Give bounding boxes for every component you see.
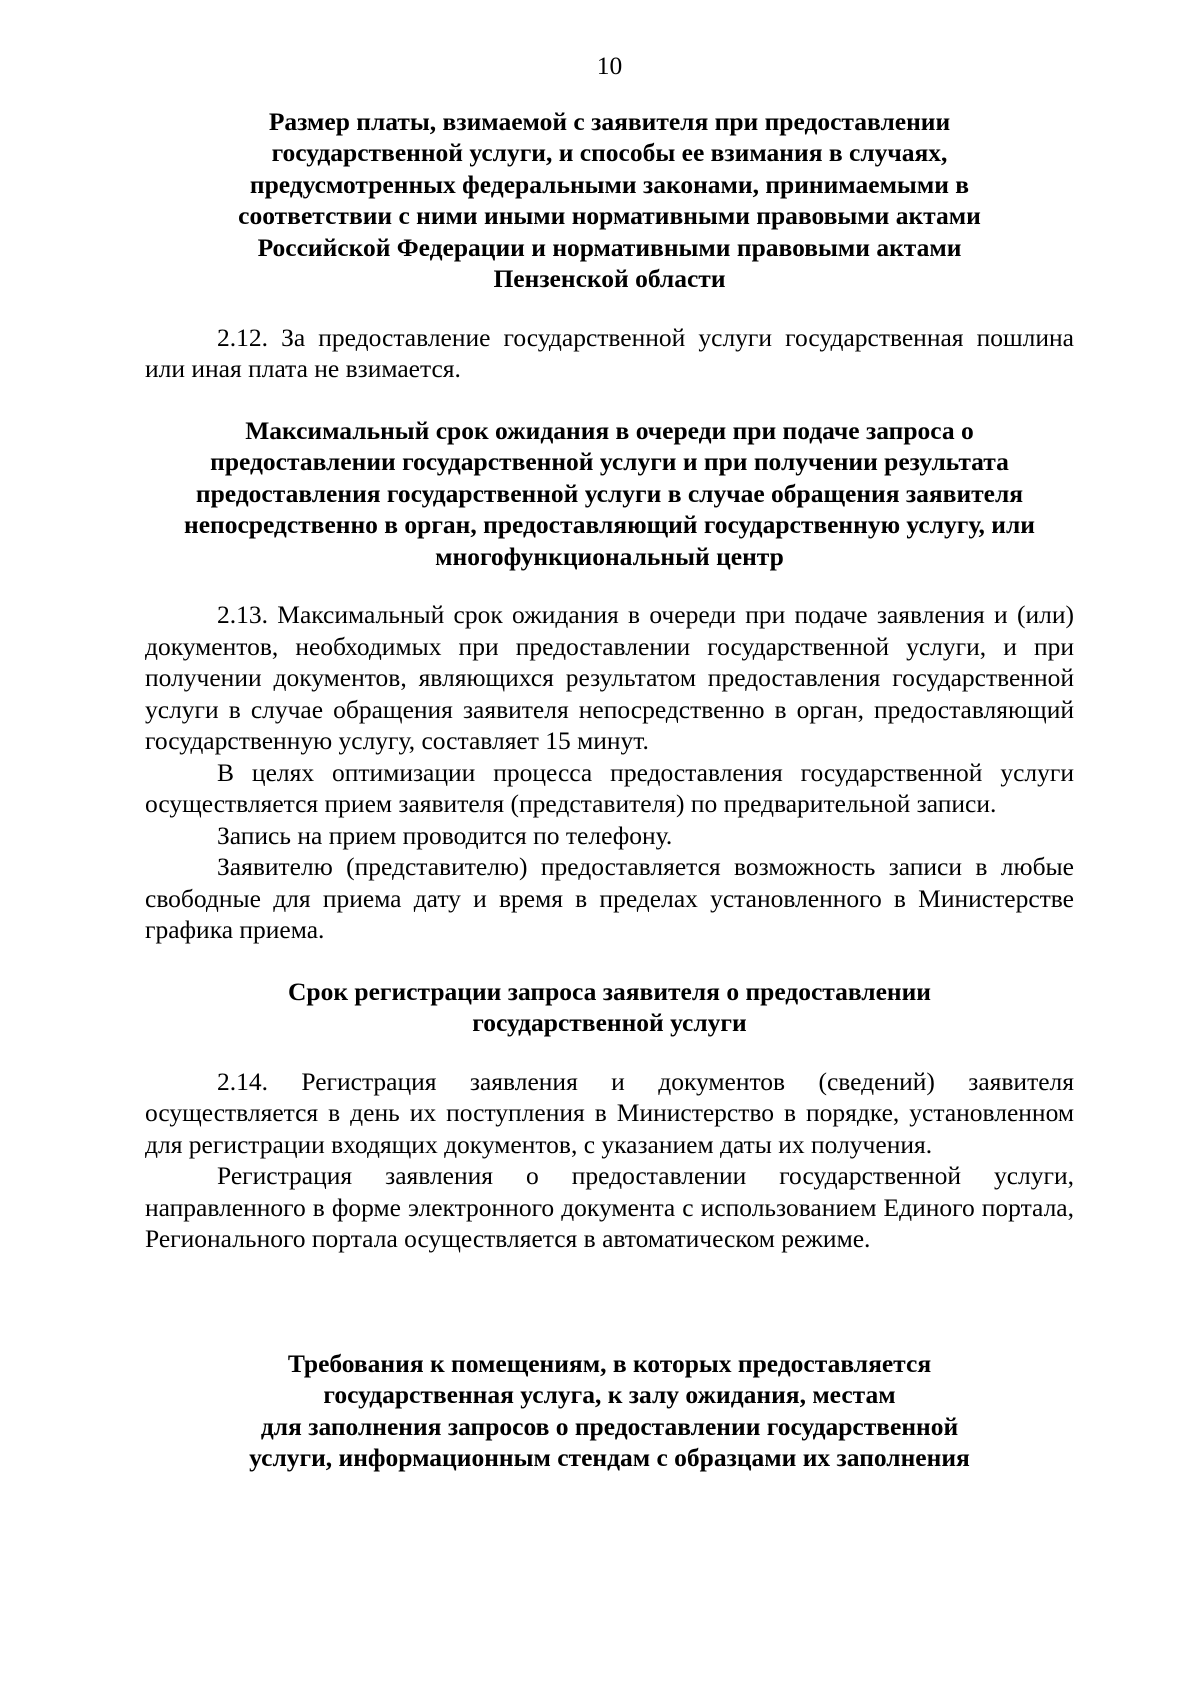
heading-line: предоставления государственной услуги в случае обращения заявителя [195, 478, 1024, 508]
paragraph-2-14: 2.14. Регистрация заявления и документов (сведений) заявителя осуществляется в день их поступления в Министерство в порядке, установленном для регистрации входящих документов, с указанием даты их получения. [145, 1066, 1074, 1159]
heading-line: непосредственно в орган, предоставляющий государственную услугу, или [184, 510, 1035, 539]
heading-line: государственная услуга, к залу ожидания, местам [323, 1380, 896, 1409]
heading-line: для заполнения запросов о предоставлении государственной [260, 1411, 959, 1441]
heading-line: Максимальный срок ожидания в очереди при подаче запроса о [245, 415, 974, 445]
paragraph-2-13: 2.13. Максимальный срок ожидания в очереди при подаче заявления и (или) документов, необходимых при предоставлении государственной услуги, и при получении документов, являющихся результатом предоставления государственной услуги в случае обращения заявителя непосредственно в орган, предоставляющий государственную услугу, составляет 15 минут. [145, 600, 1074, 755]
section-heading-queue [145, 415, 1074, 573]
paragraph: Заявителю (представителю) предоставляется возможность записи в любые свободные для приема дату и время в пределах установленного в Министерстве графика приема. [145, 852, 1074, 944]
paragraph: Регистрация заявления о предоставлении государственной услуги, направленного в форме электронного документа с использованием Единого портала, Регионального портала осуществляется в автоматическом режиме. [145, 1161, 1074, 1253]
page-number: 10 [596, 51, 623, 80]
heading-line: Размер платы, взимаемой с заявителя при предоставлении [268, 106, 951, 136]
section-heading-fee [145, 106, 1074, 295]
heading-line: Российской Федерации и нормативными правовыми актами [257, 232, 962, 262]
section-heading-premises [145, 1348, 1074, 1474]
heading-line: предусмотренных федеральными законами, принимаемыми в [249, 169, 970, 199]
heading-line: государственной услуги, и способы ее взимания в случаях, [271, 138, 948, 167]
heading-line: многофункциональный центр [435, 541, 784, 571]
section-heading-registration [145, 976, 1074, 1039]
heading-line: Пензенской области [493, 264, 726, 293]
paragraph-2-12: 2.12. За предоставление государственной услуги государственная пошлина или иная плата не взимается. [145, 322, 1074, 383]
heading-line: Требования к помещениям, в которых предоставляется [287, 1348, 932, 1378]
heading-line: Срок регистрации запроса заявителя о предоставлении [287, 976, 932, 1006]
heading-line: услуги, информационным стендам с образцами их заполнения [249, 1443, 970, 1472]
paragraph: В целях оптимизации процесса предоставления государственной услуги осуществляется прием заявителя (представителя) по предварительной записи. [145, 757, 1074, 818]
heading-line: государственной услуги [472, 1008, 747, 1037]
paragraph: Запись на прием проводится по телефону. [217, 820, 673, 850]
heading-line: соответствии с ними иными нормативными правовыми актами [238, 201, 981, 230]
heading-line: предоставлении государственной услуги и при получении результата [210, 447, 1009, 476]
